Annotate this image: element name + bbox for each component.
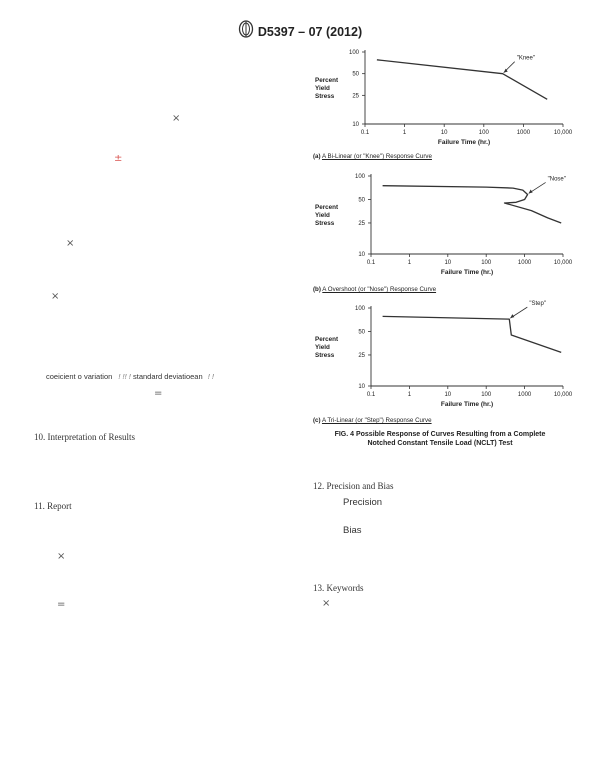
x-tick-label: 1: [402, 130, 407, 136]
series-line: [383, 186, 562, 223]
y-axis-label: Stress: [315, 352, 335, 359]
chart-b-caption: [313, 286, 436, 293]
x-tick-label: 1: [407, 260, 412, 266]
multiply-symbol: ×: [172, 113, 181, 124]
standard-designation: D5397 – 07 (2012): [257, 24, 363, 39]
section-10-heading: 10. Interpretation of Results: [34, 432, 135, 442]
y-axis-label: Yield: [315, 344, 330, 351]
chart-c: [313, 300, 573, 420]
x-tick-label: 100: [481, 260, 492, 266]
series-line: [383, 316, 562, 352]
equals-symbol: =: [57, 599, 66, 610]
chart-c-svg: [313, 300, 573, 415]
x-tick-label: 10,000: [553, 260, 573, 266]
chart-c-caption: [313, 417, 432, 424]
chart-b: [313, 168, 573, 288]
y-tick-label: 50: [358, 329, 365, 336]
x-tick-label: 1: [407, 392, 412, 398]
annotation-label: "Nose": [547, 176, 566, 183]
figure-caption-line-1: FIG. 4 Possible Response of Curves Resulting from a Complete: [334, 431, 546, 438]
page-header: [0, 20, 600, 43]
section-13-heading: 13. Keywords: [313, 583, 364, 593]
x-axis-label: Failure Time (hr.): [440, 401, 494, 408]
x-axis-label: Failure Time (hr.): [437, 139, 491, 146]
chart-b-caption-text: A Overshoot (or "Nose") Response Curve: [322, 286, 437, 293]
y-tick-label: 100: [354, 306, 365, 312]
formula-text-2: standard deviatioean: [133, 372, 203, 381]
chart-a-caption: [313, 153, 432, 160]
y-axis-label: Percent: [315, 77, 339, 84]
y-tick-label: 100: [348, 50, 359, 56]
series-line: [377, 60, 547, 100]
astm-logo-icon: [238, 20, 254, 43]
y-axis-label: Stress: [315, 93, 335, 100]
chart-a-panel-label: (a): [313, 153, 321, 160]
chart-b-panel-label: (b): [313, 286, 321, 293]
y-axis-label: Yield: [315, 85, 330, 92]
section-11-heading: 11. Report: [34, 501, 72, 511]
x-tick-label: 1000: [517, 260, 532, 266]
y-tick-label: 25: [352, 93, 359, 100]
multiply-symbol: ×: [322, 598, 331, 609]
figure-caption: [305, 430, 575, 448]
x-tick-label: 10,000: [553, 130, 573, 136]
multiply-symbol: ×: [57, 551, 66, 562]
chart-c-panel-label: (c): [313, 417, 321, 424]
formula-text: coeicient o variation: [46, 372, 113, 381]
chart-b-svg: [313, 168, 573, 283]
x-tick-label: 10: [440, 130, 448, 136]
y-tick-label: 25: [358, 352, 365, 359]
multiply-symbol: ×: [66, 238, 75, 249]
x-tick-label: 0.1: [360, 130, 370, 136]
chart-c-caption-text: A Tri-Linear (or "Step") Response Curve: [321, 417, 432, 424]
chart-a-caption-text: A Bi-Linear (or "Knee") Response Curve: [321, 153, 432, 160]
y-axis-label: Percent: [315, 336, 339, 343]
multiply-symbol: ×: [51, 291, 60, 302]
precision-subheading: Precision: [343, 497, 383, 508]
figure-caption-line-2: Notched Constant Tensile Load (NCLT) Test: [367, 440, 513, 447]
y-axis-label: Stress: [315, 220, 335, 227]
equals-symbol: =: [154, 388, 163, 399]
y-tick-label: 50: [358, 197, 365, 204]
x-tick-label: 1000: [516, 130, 531, 136]
chart-a-svg: [313, 44, 573, 152]
annotation-label: "Step": [529, 301, 546, 308]
chart-a: [313, 44, 573, 157]
y-tick-label: 100: [354, 174, 365, 180]
formula-glyphs-2: ! !: [207, 372, 214, 381]
cv-formula: [46, 372, 214, 381]
y-axis-label: Yield: [315, 212, 330, 219]
y-axis-label: Percent: [315, 204, 339, 211]
y-tick-label: 50: [352, 71, 359, 78]
x-axis-label: Failure Time (hr.): [440, 269, 494, 276]
x-tick-label: 100: [478, 130, 489, 136]
x-tick-label: 10,000: [553, 392, 573, 398]
bias-subheading: Bias: [343, 525, 362, 536]
x-tick-label: 1000: [517, 392, 532, 398]
x-tick-label: 0.1: [366, 392, 376, 398]
annotation-label: "Knee": [516, 55, 535, 62]
section-12-heading: 12. Precision and Bias: [313, 481, 394, 491]
formula-glyphs: ! !! !: [118, 372, 131, 381]
y-tick-label: 10: [352, 122, 359, 128]
y-tick-label: 10: [358, 384, 365, 390]
x-tick-label: 0.1: [366, 260, 376, 266]
plus-minus-symbol: ±: [114, 153, 123, 164]
y-tick-label: 10: [358, 252, 365, 258]
x-tick-label: 100: [481, 392, 492, 398]
y-tick-label: 25: [358, 220, 365, 227]
x-tick-label: 10: [444, 392, 452, 398]
x-tick-label: 10: [444, 260, 452, 266]
